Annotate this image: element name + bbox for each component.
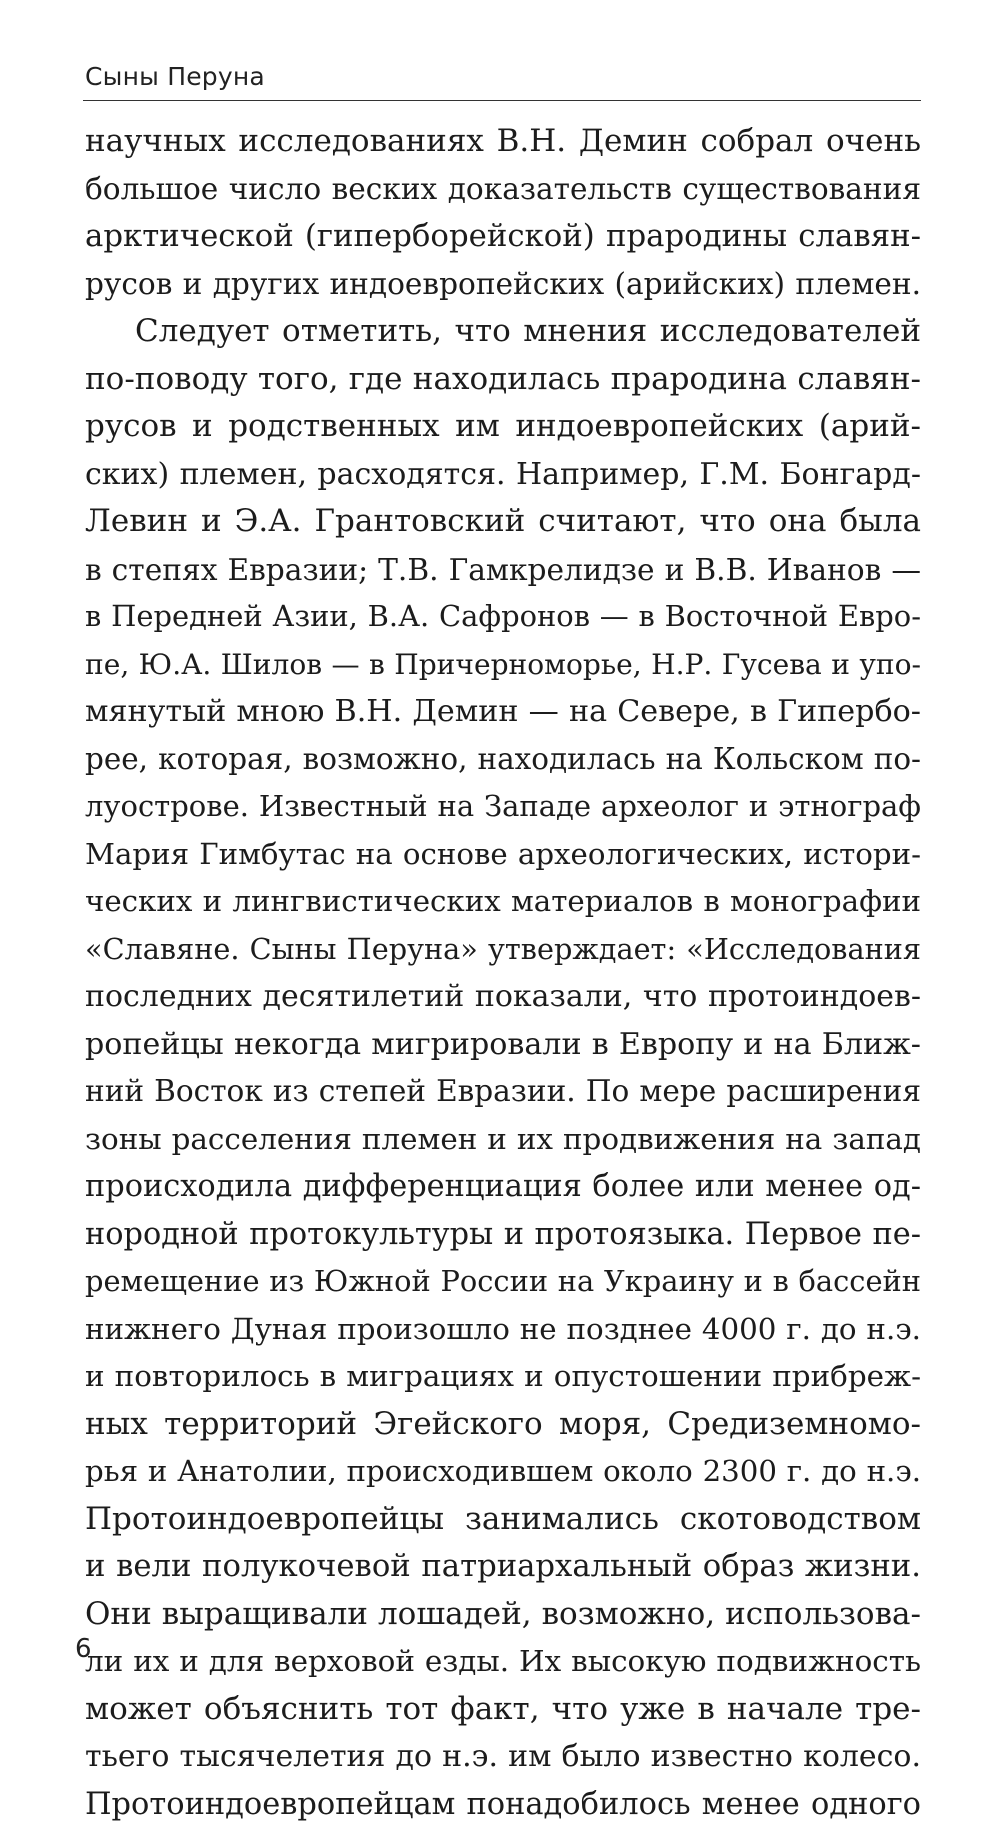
header-rule — [83, 100, 921, 101]
text-line: Мария Гимбутас на основе археологических, истори- — [85, 831, 921, 879]
text-line: в Передней Азии, В.А. Сафронов — в Восточной Евро- — [85, 593, 921, 641]
text-line: ропейцы некогда мигрировали в Европу и на Ближ- — [85, 1021, 921, 1069]
text-line: последних десятилетий показали, что протоиндоев- — [85, 973, 921, 1021]
body-text — [85, 118, 921, 1828]
text-line: ли их и для верховой езды. Их высокую подвижность — [85, 1638, 921, 1686]
text-line: рья и Анатолии, происходившем около 2300 г. до н.э. — [85, 1448, 921, 1496]
text-line: русов и родственных им индоевропейских (арий- — [85, 403, 921, 451]
text-line: тьего тысячелетия до н.э. им было известно колесо. — [85, 1733, 921, 1781]
text-line: Они выращивали лошадей, возможно, использова- — [85, 1591, 921, 1639]
text-line: ний Восток из степей Евразии. По мере расширения — [85, 1068, 921, 1116]
text-line: происходила дифференциация более или менее од- — [85, 1163, 921, 1211]
text-line: рее, которая, возможно, находилась на Кольском по- — [85, 736, 921, 784]
text-line: луострове. Известный на Западе археолог и этнограф — [85, 783, 921, 831]
text-line: мянутый мною В.Н. Демин — на Севере, в Гипербо- — [85, 688, 921, 736]
text-line: Следует отметить, что мнения исследователей — [85, 308, 921, 356]
text-line: по-поводу того, где находилась прародина славян- — [85, 356, 921, 404]
text-line: нородной протокультуры и протоязыка. Первое пе- — [85, 1211, 921, 1259]
text-line: Протоиндоевропейцам понадобилось менее одного — [85, 1781, 921, 1828]
text-line: большое число веских доказательств существования — [85, 166, 921, 214]
text-line: Левин и Э.А. Грантовский считают, что она была — [85, 498, 921, 546]
text-line: зоны расселения племен и их продвижения на запад — [85, 1116, 921, 1164]
text-line: ских) племен, расходятся. Например, Г.М. Бонгард- — [85, 451, 921, 499]
text-line: арктической (гиперборейской) прародины славян- — [85, 213, 921, 261]
text-line: в степях Евразии; Т.В. Гамкрелидзе и В.В. Иванов — — [85, 546, 921, 594]
text-line: и повторилось в миграциях и опустошении прибреж- — [85, 1353, 921, 1401]
text-line: пе, Ю.А. Шилов — в Причерноморье, Н.Р. Гусева и упо- — [85, 641, 921, 689]
text-line: «Славяне. Сыны Перуна» утверждает: «Исследования — [85, 926, 921, 974]
text-line: научных исследованиях В.Н. Демин собрал очень — [85, 118, 921, 166]
running-head: Сыны Перуна — [85, 62, 265, 91]
text-line: может объяснить тот факт, что уже в начале тре- — [85, 1686, 921, 1734]
text-line: ремещение из Южной России на Украину и в бассейн — [85, 1258, 921, 1306]
text-line: русов и других индоевропейских (арийских) племен. — [85, 261, 921, 309]
text-line: ных территорий Эгейского моря, Средиземномо- — [85, 1401, 921, 1449]
text-line: ческих и лингвистических материалов в монографии — [85, 878, 921, 926]
text-line: Протоиндоевропейцы занимались скотоводством — [85, 1496, 921, 1544]
text-line: нижнего Дуная произошло не позднее 4000 г. до н.э. — [85, 1306, 921, 1354]
text-line: и вели полукочевой патриархальный образ жизни. — [85, 1543, 921, 1591]
page-number: 6 — [75, 1634, 92, 1664]
